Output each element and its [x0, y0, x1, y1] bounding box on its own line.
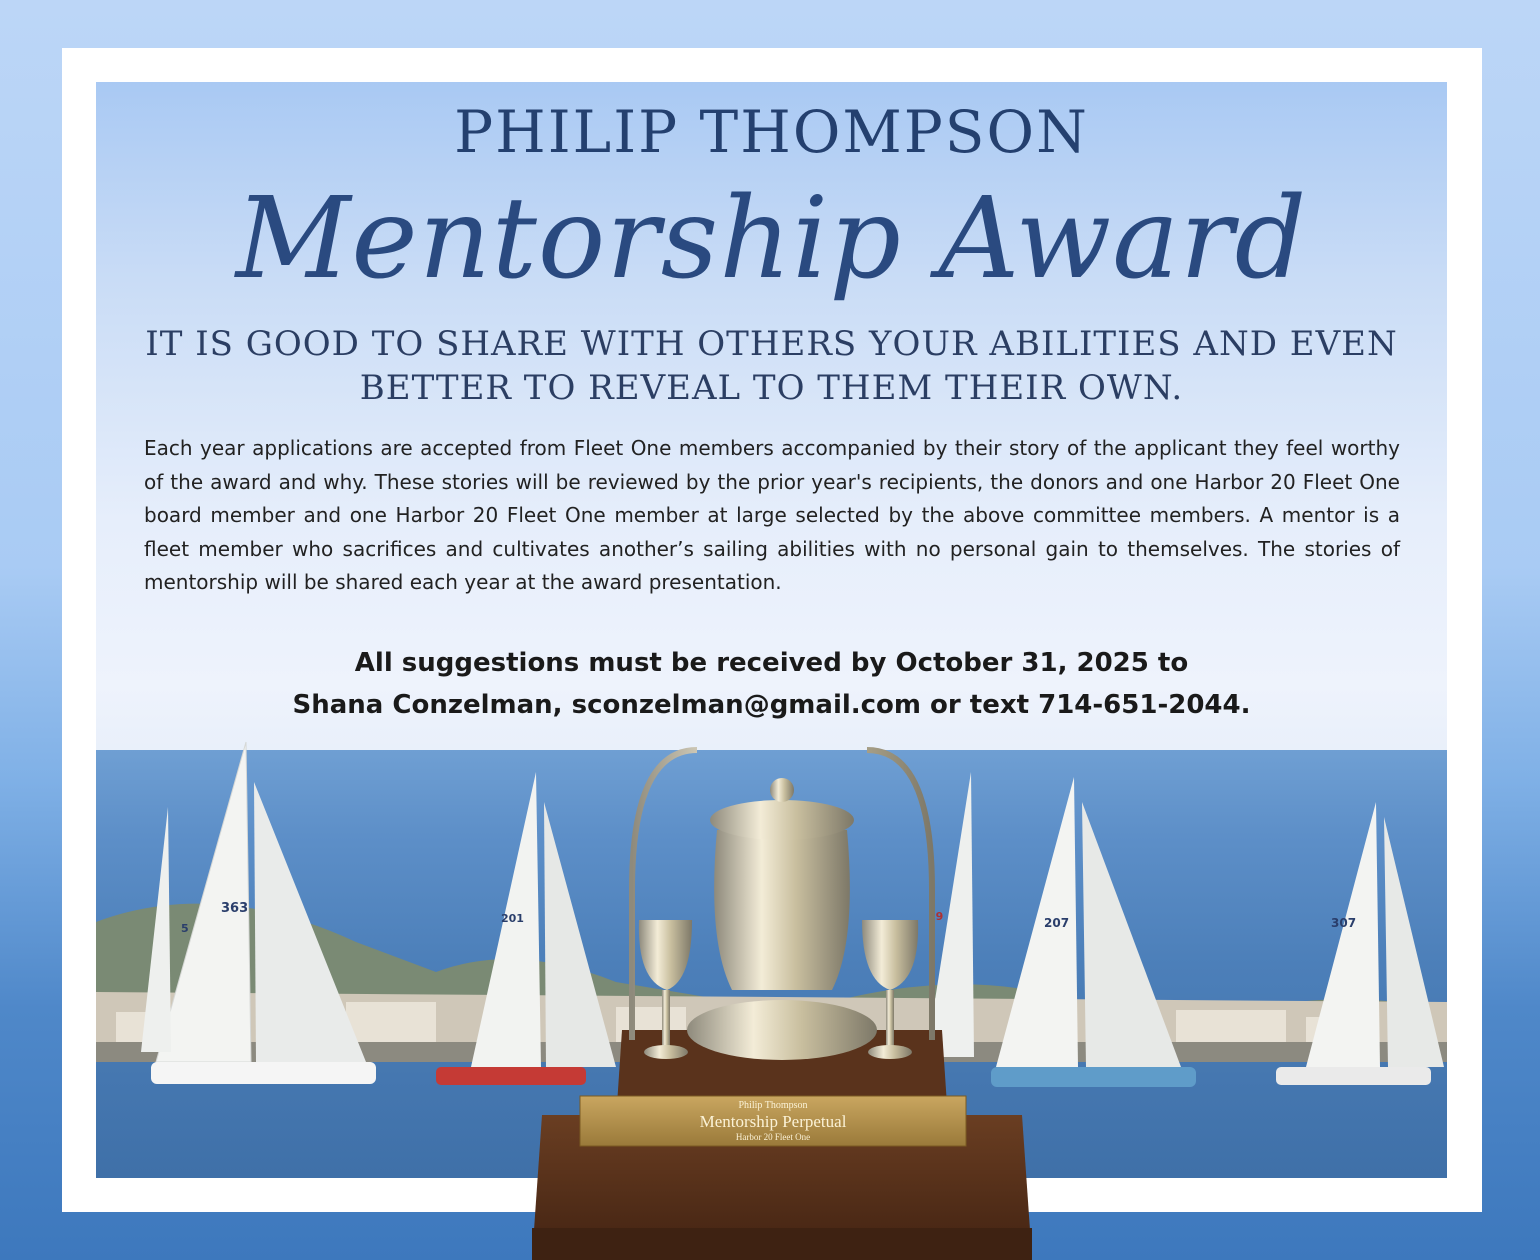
sailboat-363: [151, 742, 376, 1084]
submission-deadline: [96, 642, 1447, 726]
honoree-name: PHILIP THOMPSON: [454, 98, 1089, 166]
award-title: Mentorship Award: [235, 174, 1308, 304]
trophy-plaque: [583, 1100, 963, 1143]
sail-number-label: 307: [1331, 916, 1357, 930]
quote: [136, 322, 1407, 410]
contact-line: Shana Conzelman, sconzelman@gmail.com or text 714-651-2044.: [292, 690, 1251, 720]
award-description: Each year applications are accepted from Fleet One members accompanied by their story of the applicant they feel worthy of the award and why. These stories will be reviewed by the prior year's recipients, the donors and one Harbor 20 Fleet One board member and one Harbor 20 Fleet One member at large selected by the above committee members. A mentor is a fleet member who sacrifices and cultivates another’s sailing abilities with no personal gain to themselves. The stories of mentorship will be shared each year at the award presentation.: [144, 436, 1400, 594]
sailboat-307: [1276, 802, 1444, 1085]
sail-number-label: 363: [221, 901, 249, 916]
sail-number-label: 201: [501, 912, 524, 925]
plaque-name: Philip Thompson: [738, 1100, 808, 1111]
deadline-line: All suggestions must be received by October 31, 2025 to: [354, 648, 1189, 678]
plaque-fleet: Harbor 20 Fleet One: [735, 1132, 811, 1142]
sail-number-label: 5: [181, 922, 189, 935]
sail-number-label: 207: [1044, 916, 1070, 930]
trophy-image: [532, 740, 1032, 1260]
quote-line: IT IS GOOD TO SHARE WITH OTHERS YOUR ABILITIES AND EVEN: [145, 324, 1398, 364]
plaque-title: Mentorship Perpetual: [699, 1112, 847, 1131]
sail-number-label: 19: [928, 910, 944, 923]
quote-line: BETTER TO REVEAL TO THEM THEIR OWN.: [359, 368, 1184, 408]
